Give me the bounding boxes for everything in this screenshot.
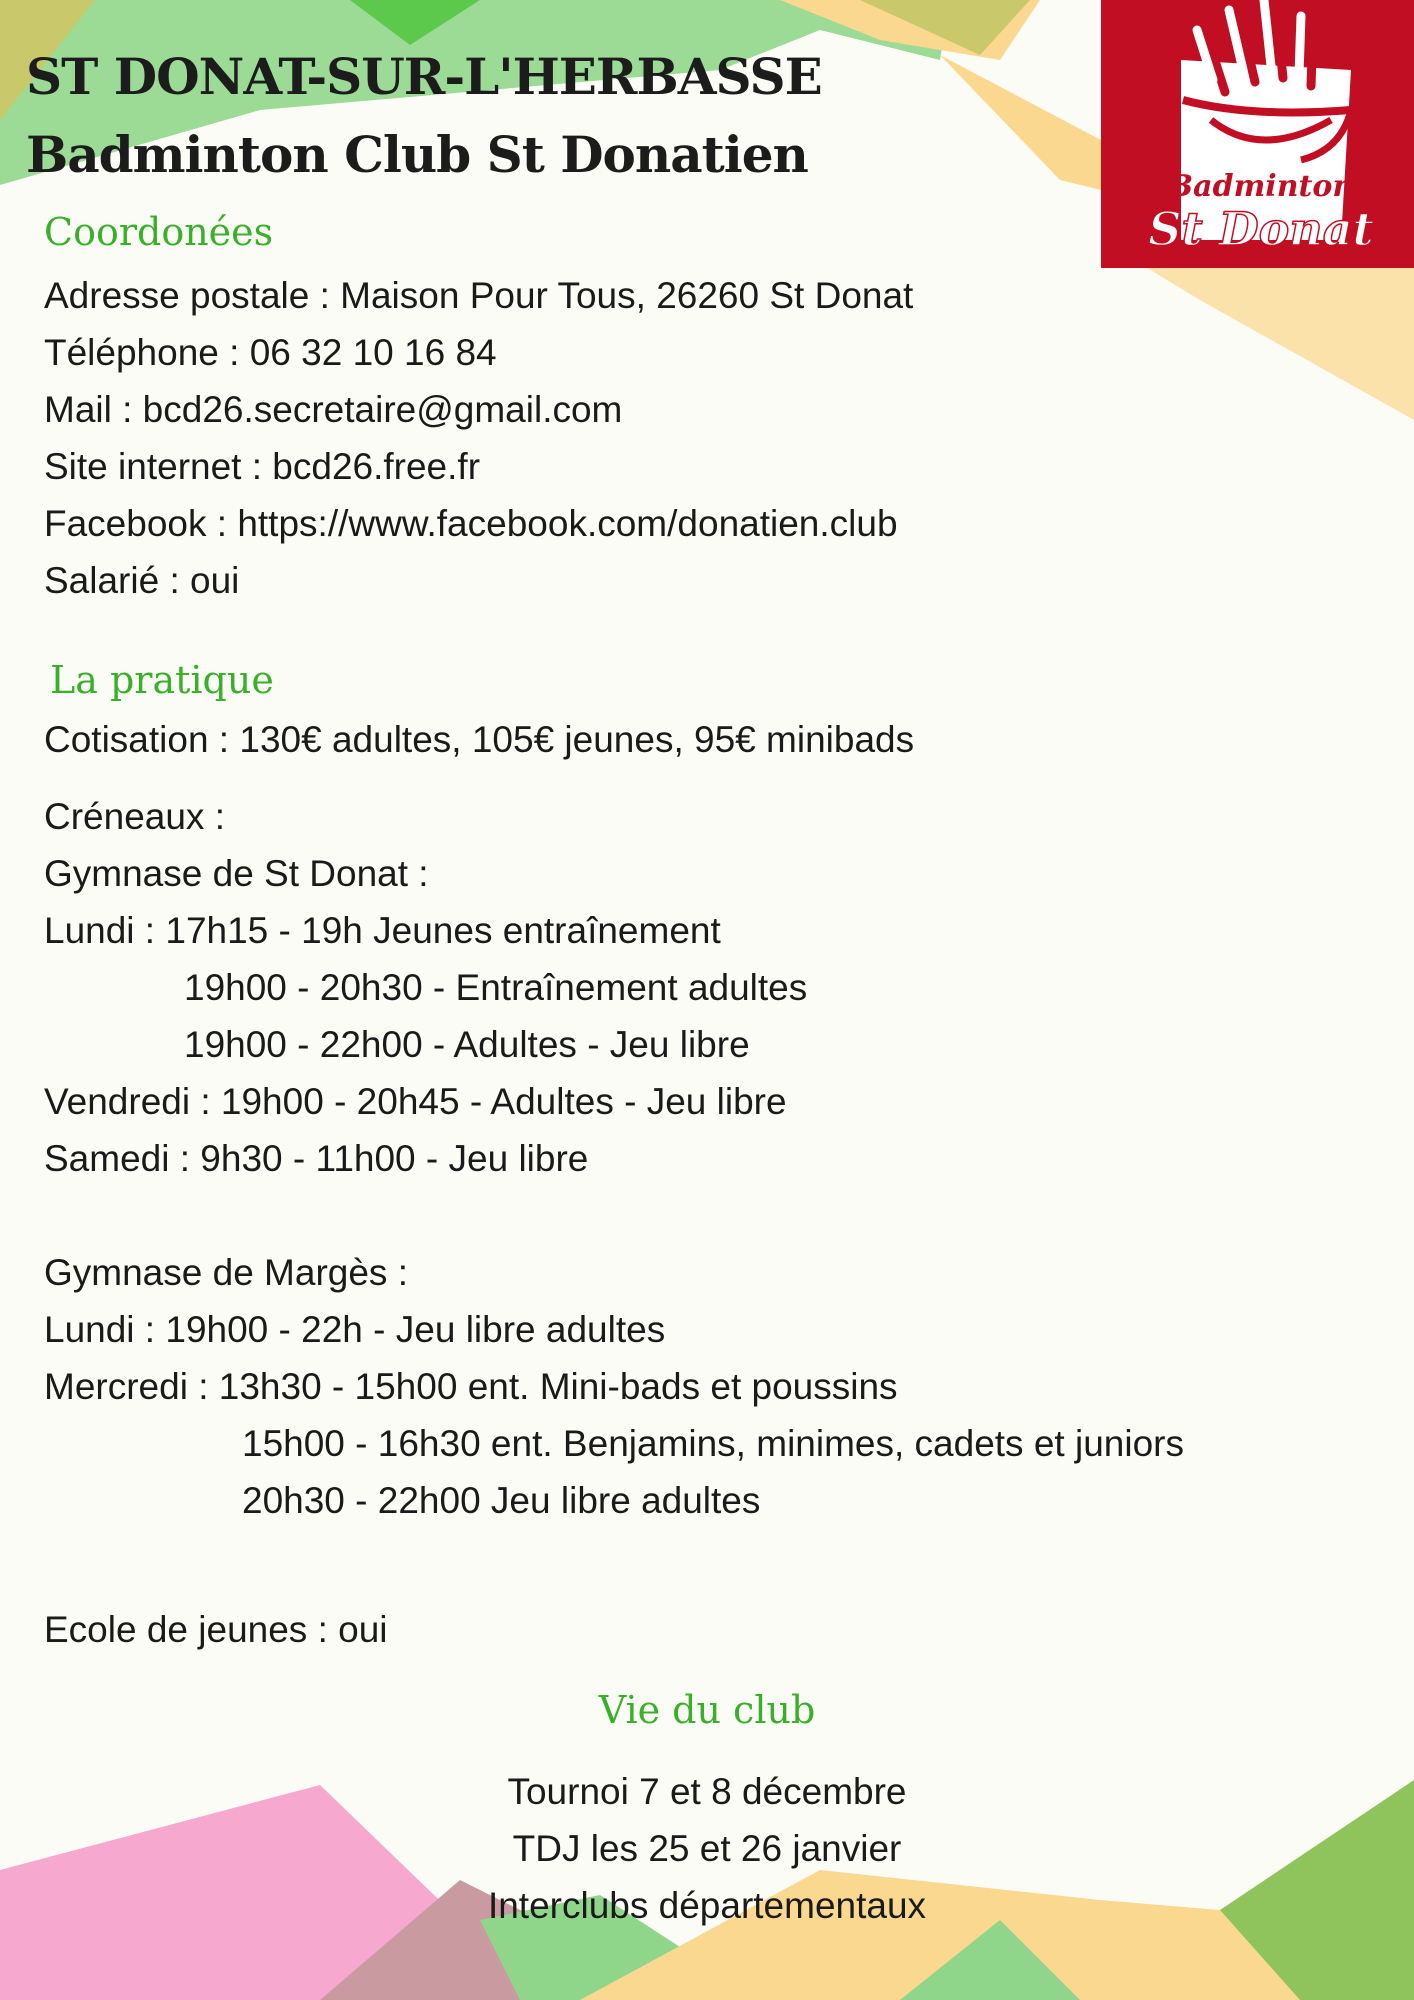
contact-email: Mail : bcd26.secretaire@gmail.com (44, 389, 623, 430)
event-tournoi: Tournoi 7 et 8 décembre (507, 1771, 907, 1812)
contact-address: Adresse postale : Maison Pour Tous, 26260 St Donat (44, 275, 914, 316)
st-donat-lundi-2: 19h00 - 20h30 - Entraînement adultes (184, 967, 808, 1008)
cotisation-line: Cotisation : 130€ adultes, 105€ jeunes, 95€ minibads (44, 719, 915, 760)
contact-phone: Téléphone : 06 32 10 16 84 (44, 332, 497, 373)
creneaux-list (44, 788, 1184, 1529)
gymnase-st-donat-title: Gymnase de St Donat : (44, 853, 429, 894)
marges-mercredi: Mercredi : 13h30 - 15h00 ent. Mini-bads et poussins (44, 1366, 898, 1407)
page-title (26, 38, 822, 194)
logo-text-bottom: St Donat (1148, 202, 1374, 256)
marges-mercredi-3: 20h30 - 22h00 Jeu libre adultes (242, 1480, 761, 1521)
st-donat-vendredi: Vendredi : 19h00 - 20h45 - Adultes - Jeu libre (44, 1081, 787, 1122)
creneaux-label: Créneaux : (44, 796, 225, 837)
marges-lundi: Lundi : 19h00 - 22h - Jeu libre adultes (44, 1309, 666, 1350)
section-heading-vie-club: Vie du club (598, 1688, 816, 1732)
contact-website: Site internet : bcd26.free.fr (44, 446, 481, 487)
cotisation-text (44, 711, 914, 768)
contact-list (44, 267, 913, 609)
events-list (0, 1763, 1414, 1934)
st-donat-lundi-3: 19h00 - 22h00 - Adultes - Jeu libre (184, 1024, 750, 1065)
club-logo (1101, 0, 1414, 268)
contact-salarie: Salarié : oui (44, 560, 240, 601)
st-donat-samedi: Samedi : 9h30 - 11h00 - Jeu libre (44, 1138, 589, 1179)
logo-text-top: Badminton (1167, 169, 1355, 204)
ecole-section (44, 1601, 388, 1658)
event-tdj: TDJ les 25 et 26 janvier (512, 1828, 902, 1869)
ecole-line: Ecole de jeunes : oui (44, 1609, 388, 1650)
title-town: ST DONAT-SUR-L'HERBASSE (26, 47, 822, 106)
section-heading-pratique: La pratique (50, 658, 274, 702)
spacer (44, 1187, 1184, 1244)
gymnase-marges-title: Gymnase de Margès : (44, 1252, 408, 1293)
badminton-logo-icon (1101, 0, 1414, 268)
st-donat-lundi: Lundi : 17h15 - 19h Jeunes entraînement (44, 910, 721, 951)
marges-mercredi-2: 15h00 - 16h30 ent. Benjamins, minimes, cadets et juniors (242, 1423, 1184, 1464)
title-club: Badminton Club St Donatien (26, 125, 808, 184)
contact-facebook: Facebook : https://www.facebook.com/donatien.club (44, 503, 898, 544)
event-interclubs: Interclubs départementaux (487, 1885, 927, 1926)
section-heading-coordonnees: Coordonées (44, 210, 274, 254)
